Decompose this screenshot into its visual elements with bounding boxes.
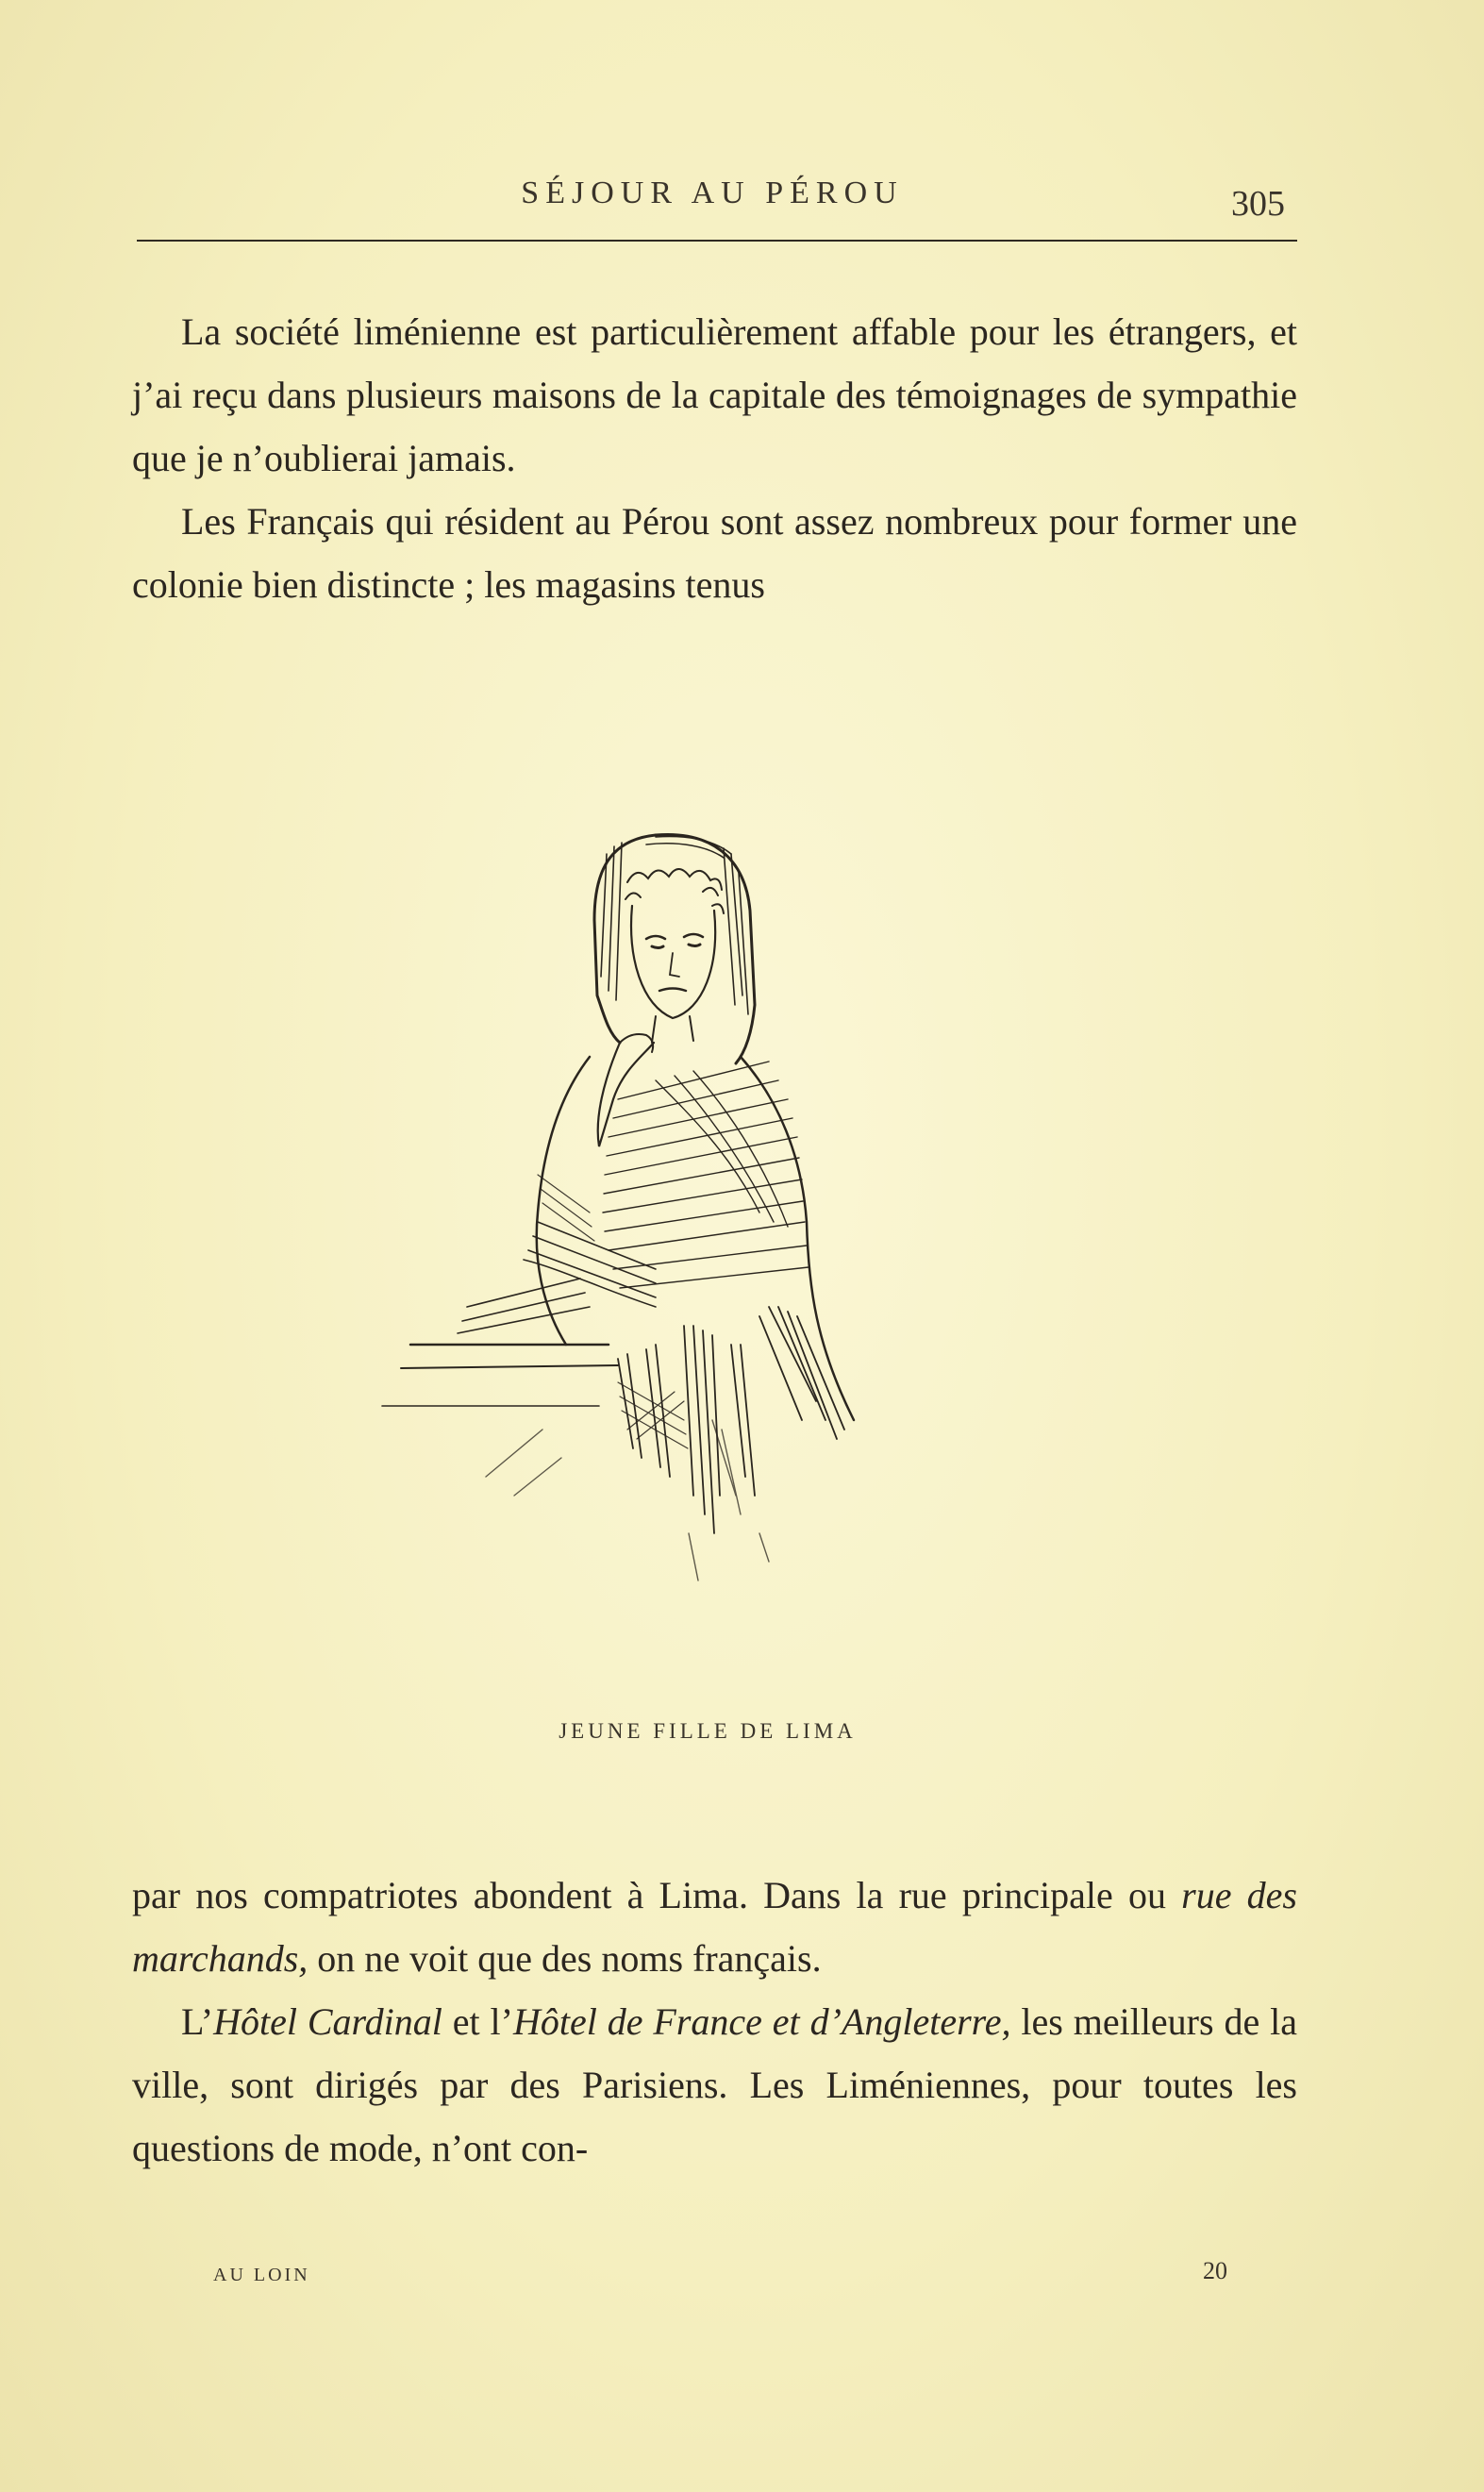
- paragraph-3-text-a: par nos compatriotes abondent à Lima. Dans la rue principale ou: [132, 1874, 1182, 1916]
- portrait-engraving: [373, 816, 995, 1665]
- running-head: [0, 176, 1484, 223]
- paragraph-4-italic-1: Hôtel Cardinal: [213, 2000, 442, 2043]
- paragraph-4-italic-2: Hôtel de France et d’Angleterre,: [512, 2000, 1011, 2043]
- paragraph-4-text-a: L’: [181, 2000, 214, 2043]
- paragraph-2: Les Français qui résident au Pérou sont assez nombreux pour former une colonie bien distincte ; les magasins tenus: [132, 500, 1297, 606]
- running-title: SÉJOUR AU PÉROU: [521, 176, 904, 210]
- paragraph-3-text-b: on ne voit que des noms français.: [308, 1937, 822, 1980]
- top-text-block: [132, 300, 1297, 616]
- paragraph-3: [132, 1864, 1297, 1990]
- signature-mark: AU LOIN: [213, 2265, 310, 2285]
- paragraph-3-italic: rue des marchands,: [132, 1874, 1297, 1980]
- paragraph-4-text-c: les meilleurs de la ville, sont dirigés par des Parisiens. Les Liméniennes, pour toutes les questions de mode, n’ont con-: [132, 2000, 1298, 2169]
- page-number: 305: [1231, 184, 1285, 224]
- illustration-caption: JEUNE FILLE DE LIMA: [559, 1719, 857, 1743]
- header-rule: [137, 240, 1297, 242]
- paragraph-4-text-b: et l’: [442, 2000, 513, 2043]
- paragraph-4: [132, 1990, 1297, 2180]
- bottom-text-block: [132, 1864, 1297, 2180]
- signature-number: 20: [1203, 2257, 1227, 2284]
- paragraph-1: La société liménienne est particulièrement affable pour les étrangers, et j’ai reçu dans plusieurs maisons de la capitale des témoignages de sympathie que je n’oublierai jamais.: [132, 310, 1297, 479]
